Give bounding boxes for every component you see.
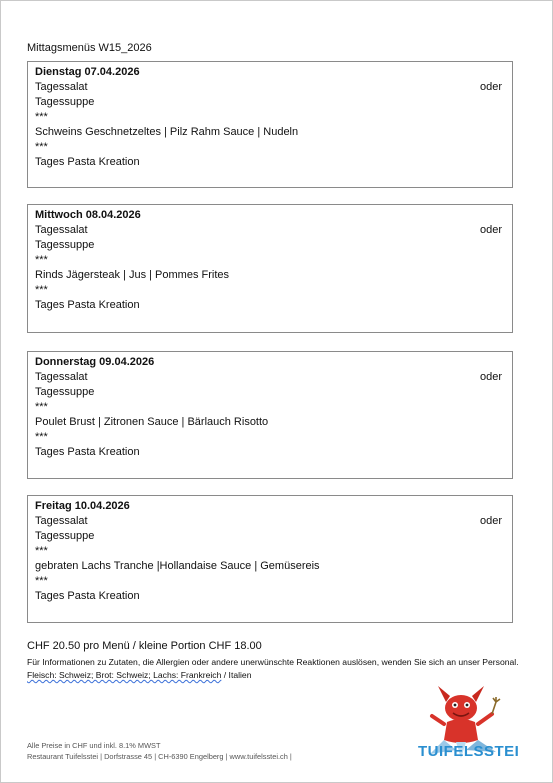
- oder-label: oder: [479, 515, 502, 527]
- document-title: Mittagsmenüs W15_2026: [27, 42, 152, 54]
- menu-line: Tagessuppe: [35, 530, 95, 542]
- menu-separator: ***: [35, 111, 48, 123]
- logo-wordmark: TUIFELSSTEI: [418, 743, 520, 760]
- menu-main-dish: gebraten Lachs Tranche |Hollandaise Sauce | Gemüsereis: [35, 560, 320, 572]
- menu-line: Tagessalat: [35, 515, 88, 527]
- origin-suffix: / Italien: [221, 670, 252, 680]
- oder-label: oder: [479, 81, 502, 93]
- menu-pasta: Tages Pasta Kreation: [35, 446, 140, 458]
- oder-label: oder: [479, 224, 502, 236]
- day-title: Mittwoch 08.04.2026: [35, 209, 141, 221]
- oder-label: oder: [479, 371, 502, 383]
- day-title: Dienstag 07.04.2026: [35, 66, 140, 78]
- menu-separator: ***: [35, 575, 48, 587]
- footer: [27, 740, 292, 762]
- menu-separator: ***: [35, 431, 48, 443]
- menu-line: Tagessuppe: [35, 386, 95, 398]
- menu-pasta: Tages Pasta Kreation: [35, 590, 140, 602]
- price-line: CHF 20.50 pro Menü / kleine Portion CHF 18.00: [27, 640, 262, 652]
- menu-line: Tagessalat: [35, 224, 88, 236]
- footer-vat: Alle Preise in CHF und inkl. 8.1% MWST: [27, 741, 161, 750]
- menu-separator: ***: [35, 254, 48, 266]
- day-box-tuesday: [27, 61, 513, 188]
- menu-pasta: Tages Pasta Kreation: [35, 156, 140, 168]
- menu-line: Tagessalat: [35, 371, 88, 383]
- day-title: Donnerstag 09.04.2026: [35, 356, 155, 368]
- menu-separator: ***: [35, 401, 48, 413]
- menu-main-dish: Schweins Geschnetzeltes | Pilz Rahm Sauce | Nudeln: [35, 126, 299, 138]
- menu-separator: ***: [35, 545, 48, 557]
- day-box-wednesday: [27, 204, 513, 333]
- menu-separator: ***: [35, 284, 48, 296]
- menu-main-dish: Rinds Jägersteak | Jus | Pommes Frites: [35, 269, 229, 281]
- day-box-friday: [27, 495, 513, 623]
- menu-line: Tagessalat: [35, 81, 88, 93]
- allergy-text: Für Informationen zu Zutaten, die Allergien oder andere unerwünschte Reaktionen auslösen, wenden Sie sich an unser Personal.: [27, 657, 519, 667]
- allergy-info: [27, 656, 527, 682]
- origin-text: Fleisch: Schweiz; Brot: Schweiz; Lachs: Frankreich: [27, 670, 222, 680]
- menu-separator: ***: [35, 141, 48, 153]
- footer-address: Restaurant Tuifelsstei | Dorfstrasse 45 | CH-6390 Engelberg | www.tuifelsstei.ch |: [27, 752, 292, 761]
- menu-main-dish: Poulet Brust | Zitronen Sauce | Bärlauch Risotto: [35, 416, 269, 428]
- menu-line: Tagessuppe: [35, 239, 95, 251]
- day-box-thursday: [27, 351, 513, 479]
- menu-pasta: Tages Pasta Kreation: [35, 299, 140, 311]
- menu-line: Tagessuppe: [35, 96, 95, 108]
- day-title: Freitag 10.04.2026: [35, 500, 130, 512]
